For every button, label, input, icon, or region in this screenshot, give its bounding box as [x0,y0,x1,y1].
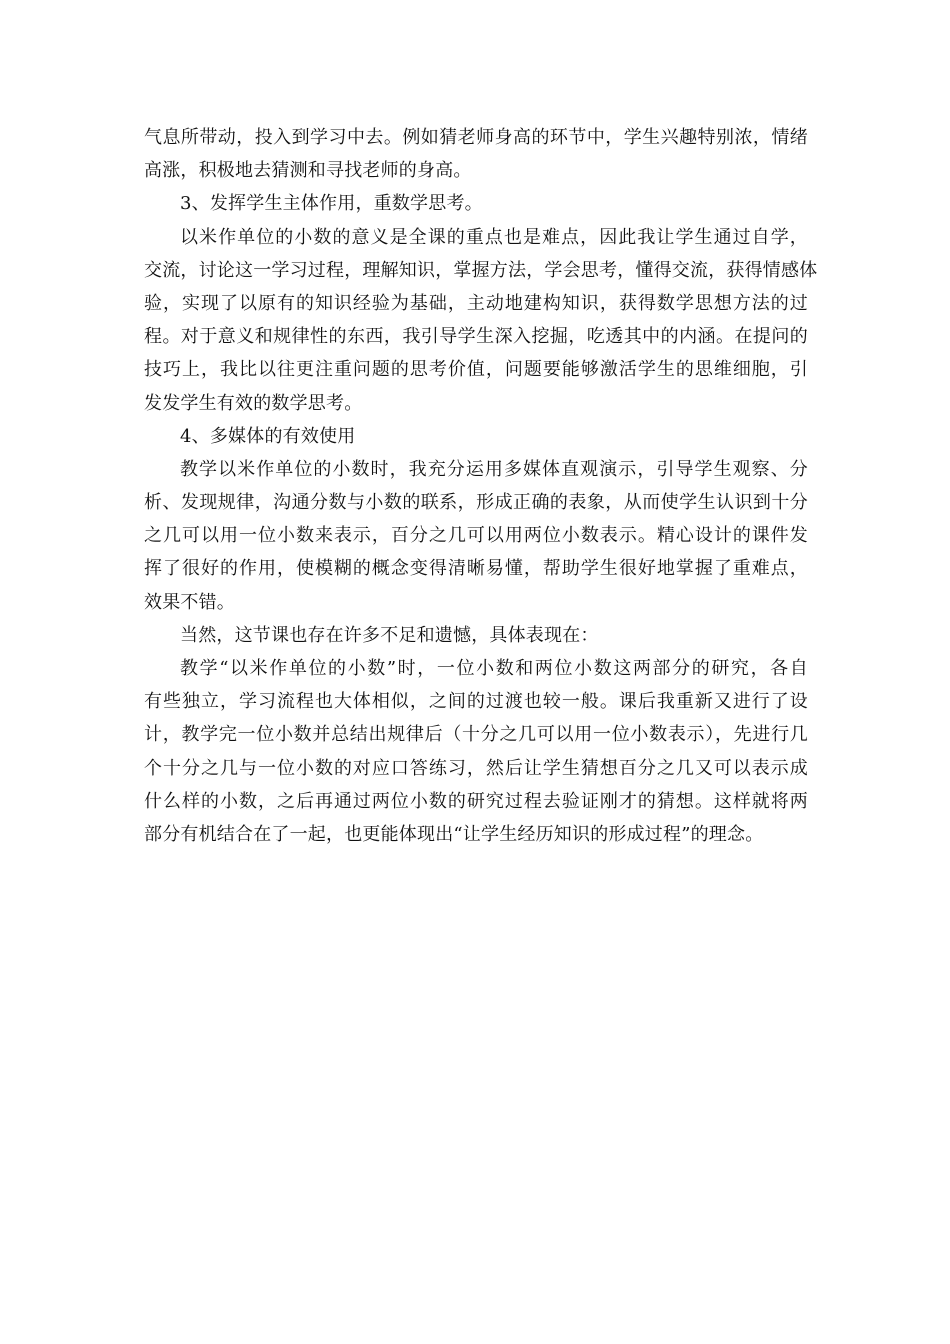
text-line: 个十分之几与一位小数的对应口答练习，然后让学生猜想百分之几又可以表示成 [144,757,808,779]
text-line: 发发学生有效的数学思考。 [144,392,363,414]
text-line: 技巧上，我比以往更注重问题的思考价值，问题要能够激活学生的思维细胞，引 [144,359,808,381]
document-body [144,121,818,851]
text-line: 什么样的小数，之后再通过两位小数的研究过程去验证刚才的猜想。这样就将两 [144,790,808,812]
text-line: 析、发现规律，沟通分数与小数的联系，形成正确的表象，从而使学生认识到十分 [144,492,808,514]
text-line: 挥了很好的作用，使模糊的概念变得清晰易懂，帮助学生很好地掌握了重难点， [144,558,808,580]
text-line: 教学以米作单位的小数时，我充分运用多媒体直观演示，引导学生观察、分 [180,458,808,480]
text-line: 部分有机结合在了一起，也更能体现出“让学生经历知识的形成过程”的理念。 [144,823,764,845]
section-heading: 3、发挥学生主体作用，重数学思考。 [180,193,483,215]
text-line: 以米作单位的小数的意义是全课的重点也是难点，因此我让学生通过自学， [180,226,808,248]
text-line: 计，教学完一位小数并总结出规律后（十分之几可以用一位小数表示），先进行几 [144,724,808,746]
text-line: 程。对于意义和规律性的东西，我引导学生深入挖掘，吃透其中的内涵。在提问的 [144,326,808,348]
text-line: 当然，这节课也存在许多不足和遗憾，具体表现在： [180,624,599,646]
text-line: 效果不错。 [144,591,235,613]
text-line: 之几可以用一位小数来表示，百分之几可以用两位小数表示。精心设计的课件发 [144,525,808,547]
section-heading: 4、多媒体的有效使用 [180,425,356,447]
text-line: 高涨，积极地去猜测和寻找老师的身高。 [144,160,472,182]
text-line: 验，实现了以原有的知识经验为基础，主动地建构知识，获得数学思想方法的过 [144,292,808,314]
text-line: 有些独立，学习流程也大体相似，之间的过渡也较一般。课后我重新又进行了设 [144,691,808,713]
text-line: 气息所带动，投入到学习中去。例如猜老师身高的环节中，学生兴趣特别浓，情绪 [144,127,808,148]
text-line: 教学“以米作单位的小数”时，一位小数和两位小数这两部分的研究，各自 [180,658,808,679]
text-line: 交流，讨论这一学习过程，理解知识，掌握方法，学会思考，懂得交流，获得情感体 [144,259,818,281]
